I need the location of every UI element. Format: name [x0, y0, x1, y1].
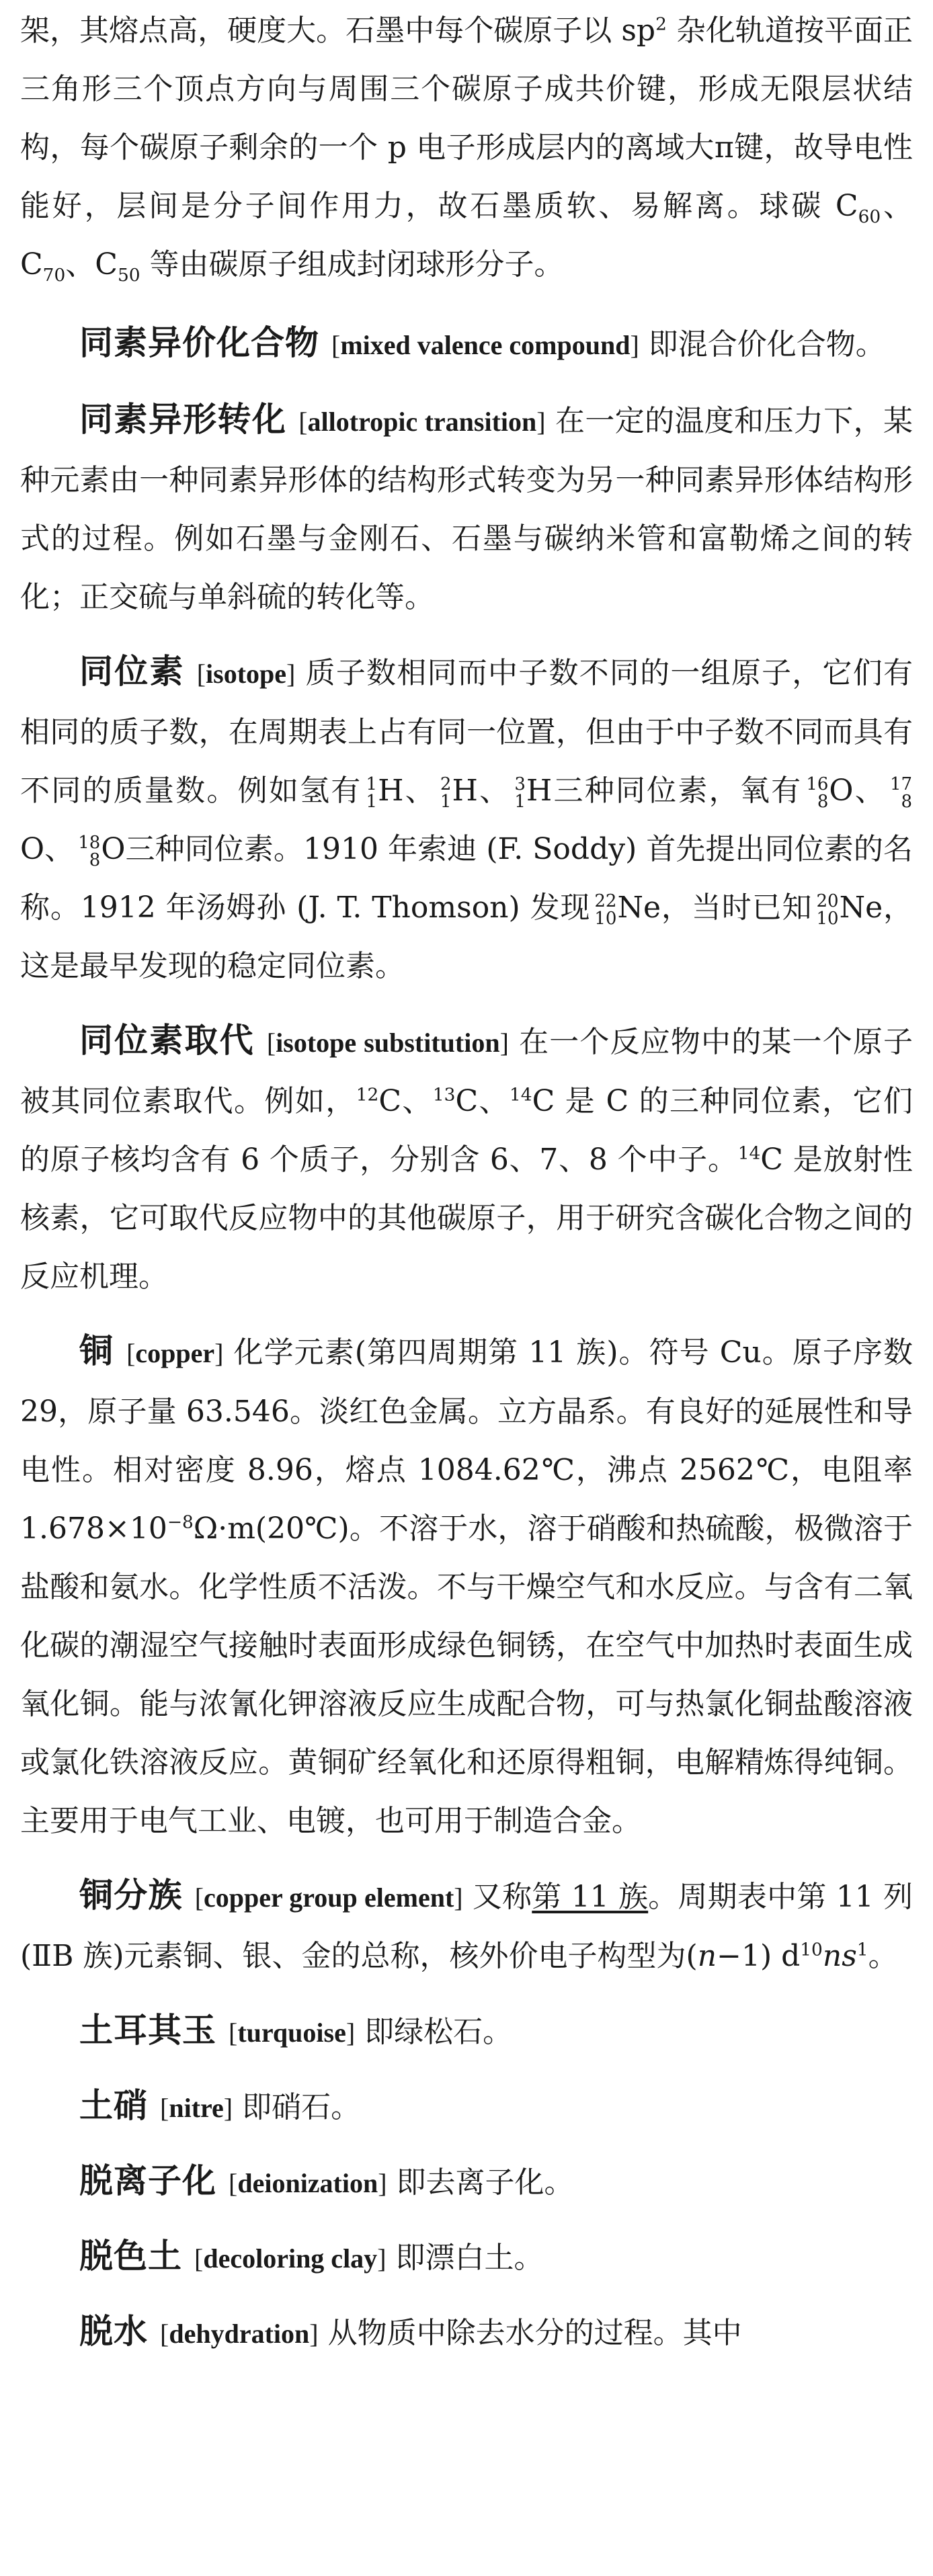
entry-term: 铜分族: [79, 1876, 183, 1915]
entry-decoloring-clay: [20, 2227, 913, 2288]
english-term-text: dehydration: [169, 2319, 310, 2349]
entry-turquoise: [20, 2001, 913, 2062]
graphite-entry-continuation: [20, 1, 913, 294]
entry-english: [nitre]: [160, 2093, 233, 2123]
entry-definition: Ω·m(20℃)。不溶于水，溶于硝酸和热硫酸，极微溶于盐酸和氨水。化学性质不活泼。不与干燥空气和水反应。与含有二氧化碳的潮湿空气接触时表面形成绿色铜锈，在空气中加热时表面生成氧化铜。能与浓氰化钾溶液反应生成配合物，可与热氯化铜盐酸溶液或氯化铁溶液反应。黄铜矿经氧化和还原得粗铜，电解精炼得纯铜。主要用于电气工业、电镀，也可用于制造合金。: [20, 1511, 913, 1838]
element-symbol: Ne: [617, 890, 661, 925]
variable: ns: [822, 1939, 857, 1973]
element-symbol: C: [378, 1084, 401, 1118]
entry-text: 、C: [20, 189, 914, 282]
mass-number: 14: [737, 1142, 761, 1164]
entry-definition: 质子数相同而中子数不同的一组原子，它们有相同的质子数，在周期表上占有同一位置，但由于中子数不同而具有不同的质量数。例如氢有: [20, 656, 914, 808]
entry-definition: 在一个反应物中的某一个原子被其同位素取代。例如，: [20, 1025, 914, 1118]
entry-definition: 是 C 的三种同位素，它们的原子核均含有 6 个质子，分别含 6、7、8 个中子。: [20, 1084, 914, 1177]
nuclide-notation: 1 1: [366, 774, 378, 812]
entry-mixed-valence: [20, 314, 913, 374]
entry-text: 等由碳原子组成封闭球形分子。: [140, 247, 564, 282]
english-term-text: decoloring clay: [203, 2243, 378, 2274]
entry-term: 同位素取代: [79, 1021, 255, 1060]
separator: 、: [477, 774, 511, 808]
entry-text: 架，其熔点高，硬度大。石墨中每个碳原子以 sp: [20, 13, 656, 48]
entry-definition: −1) d: [717, 1939, 801, 1973]
entry-definition: 即硝石。: [242, 2090, 361, 2124]
nuclide-notation: 16 8: [806, 774, 829, 812]
element-symbol: O: [20, 832, 45, 866]
entry-term: 铜: [79, 1331, 115, 1370]
entry-english: [deionization]: [229, 2168, 387, 2198]
entry-text: 杂化轨道按平面正三角形三个顶点方向与周围三个碳原子成共价键，形成无限层状结构，每个碳原子剩余的一个 p 电子形成层内的离域大π键，故导电性能好，层间是分子间作用力，故石墨质软、易解离。球碳 C: [20, 13, 913, 223]
entry-copper-group: [20, 1866, 913, 1985]
element-symbol: O: [101, 832, 126, 866]
entry-english: [copper group element]: [194, 1882, 463, 1913]
separator: 、: [478, 1084, 510, 1118]
nuclide-notation: 18 8: [78, 832, 101, 870]
entry-english: [turquoise]: [229, 2018, 356, 2048]
english-term-text: copper: [135, 1338, 215, 1368]
entry-definition: 。周期表中第 11 列(ⅡB 族)元素铜、银、金的总称，核外价电子构型为(: [20, 1880, 913, 1973]
entry-english: [isotope substitution]: [266, 1028, 509, 1058]
entry-term: 同位素: [79, 652, 185, 691]
entry-term: 脱水: [79, 2312, 148, 2351]
entry-english: [isotope]: [196, 659, 296, 689]
entry-term: 脱色土: [79, 2237, 182, 2276]
mass-number: 13: [432, 1084, 456, 1106]
entry-definition: 。: [868, 1939, 898, 1973]
entry-copper: [20, 1322, 913, 1850]
separator: 、: [853, 774, 886, 808]
entry-definition: ，当时已知: [661, 890, 813, 925]
entry-definition: 即混合价化合物。: [648, 327, 885, 362]
cross-reference-link[interactable]: 第 11 族: [532, 1880, 649, 1914]
entry-term: 土硝: [79, 2086, 148, 2125]
separator: 、: [403, 774, 436, 808]
element-symbol: Ne: [839, 890, 883, 925]
subscript: 70: [42, 264, 66, 286]
english-term-text: nitre: [169, 2093, 224, 2123]
entry-english: [dehydration]: [160, 2319, 319, 2349]
entry-deionization: [20, 2152, 913, 2212]
element-symbol: C: [455, 1084, 479, 1118]
nuclide-notation: 17 8: [889, 774, 913, 812]
entry-isotope-substitution: [20, 1011, 913, 1306]
entry-definition: 即漂白土。: [395, 2241, 544, 2275]
nuclide-notation: 22 10: [594, 890, 617, 929]
element-symbol: C: [532, 1084, 555, 1118]
element-symbol: C: [760, 1142, 783, 1177]
english-term-text: deionization: [237, 2168, 378, 2198]
entry-definition: 是放射性核素，它可取代反应物中的其他碳原子，用于研究含碳化合物之间的反应机理。: [20, 1142, 913, 1294]
subscript: 60: [858, 206, 881, 227]
exponent: 1: [856, 1939, 868, 1960]
mass-number: 14: [509, 1084, 532, 1106]
entry-definition: 又称: [472, 1880, 532, 1914]
separator: 、: [44, 832, 75, 866]
element-symbol: O: [829, 774, 854, 808]
entry-term: 同素异价化合物: [79, 323, 319, 362]
variable: n: [697, 1939, 717, 1973]
entry-isotope: [20, 642, 913, 995]
element-symbol: H: [378, 774, 404, 808]
exponent: −8: [167, 1511, 194, 1533]
mass-number: 12: [356, 1084, 379, 1106]
exponent: 10: [800, 1939, 823, 1960]
english-term-text: isotope: [206, 659, 287, 689]
subscript: 50: [117, 264, 140, 286]
english-term-text: allotropic transition: [307, 407, 537, 437]
entry-definition: 三种同位素，氧有: [552, 774, 803, 808]
nuclide-notation: 2 1: [440, 774, 452, 812]
separator: 、: [401, 1084, 433, 1118]
english-term-text: mixed valence compound: [340, 330, 631, 360]
entry-definition: 三种同位素。1910 年索迪 (F. Soddy) 首先提出同位素的名称。1912 年汤姆孙 (J. T. Thomson) 发现: [20, 832, 913, 925]
element-symbol: H: [526, 774, 553, 808]
entry-term: 同素异形转化: [79, 400, 287, 439]
english-term-text: copper group element: [204, 1882, 454, 1913]
entry-term: 脱离子化: [79, 2161, 216, 2200]
superscript: 2: [655, 13, 667, 35]
nuclide-notation: 20 10: [816, 890, 839, 929]
english-term-text: turquoise: [237, 2018, 346, 2048]
entry-allotropic-transition: [20, 390, 913, 626]
entry-text: 、C: [65, 247, 118, 282]
entry-definition: 从物质中除去水分的过程。其中: [327, 2316, 742, 2350]
entry-english: [allotropic transition]: [298, 407, 546, 437]
nuclide-notation: 3 1: [514, 774, 526, 812]
entry-nitre: [20, 2077, 913, 2137]
entry-english: [mixed valence compound]: [331, 330, 639, 360]
entry-definition: 化学元素(第四周期第 11 族)。符号 Cu。原子序数 29，原子量 63.546。淡红色金属。立方晶系。有良好的延展性和导电性。相对密度 8.96，熔点 1084.62℃，沸点 2562℃，电阻率 1.678×10: [20, 1335, 913, 1546]
entry-english: [decoloring clay]: [194, 2243, 387, 2274]
entry-definition: 即去离子化。: [396, 2165, 574, 2200]
entry-dehydration: [20, 2302, 913, 2363]
element-symbol: H: [452, 774, 478, 808]
english-term-text: isotope substitution: [276, 1028, 500, 1058]
entry-definition: ，这是最早发现的稳定同位素。: [20, 890, 914, 983]
entry-english: [copper]: [126, 1338, 224, 1368]
entry-definition: 即绿松石。: [364, 2015, 513, 2049]
entry-term: 土耳其玉: [79, 2011, 216, 2050]
entry-definition: 在一定的温度和压力下，某种元素由一种同素异形体的结构形式转变为另一种同素异形体结构形式的过程。例如石墨与金刚石、石墨与碳纳米管和富勒烯之间的转化；正交硫与单斜硫的转化等。: [20, 404, 914, 614]
